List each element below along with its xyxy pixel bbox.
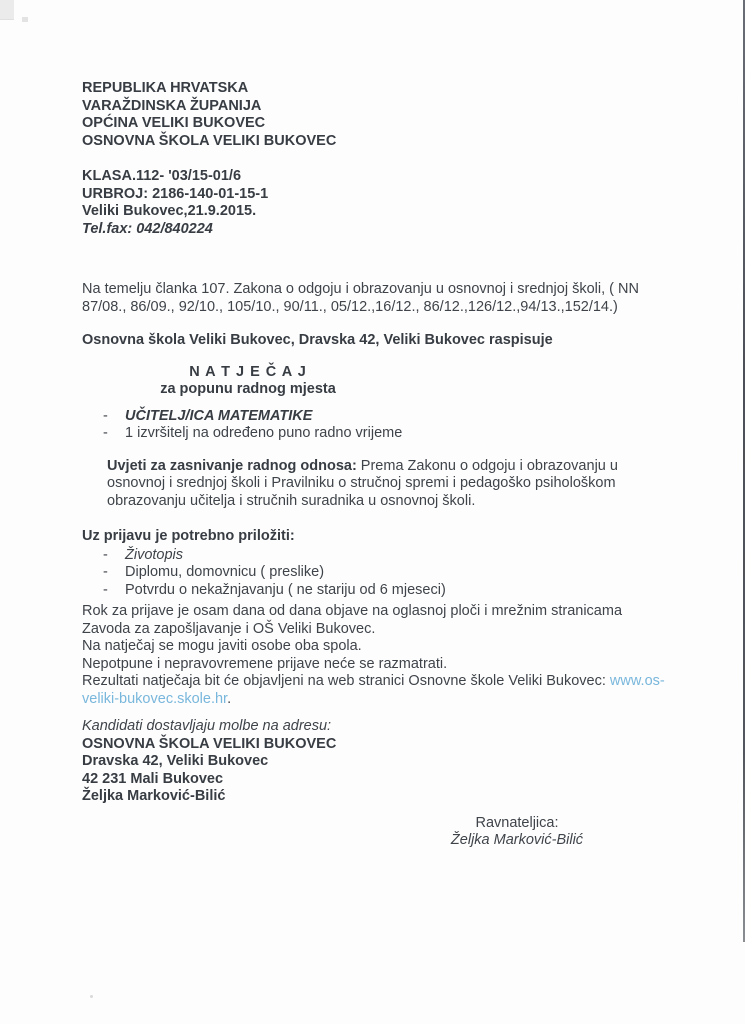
position-list xyxy=(82,408,687,443)
attachment-certificate: Potvrdu o nekažnjavanju ( ne stariju od 6 mjeseci) xyxy=(125,581,446,598)
results-text: Rezultati natječaja bit će objavljeni na web stranici Osnovne škole Veliki Bukovec: xyxy=(82,673,610,689)
list-item xyxy=(103,408,687,426)
attachments-section xyxy=(82,528,687,599)
attachment-diploma: Diplomu, domovnicu ( preslike) xyxy=(125,564,325,580)
deadline-line: Nepotpune i nepravovremene prijave neće se razmatrati. xyxy=(82,655,448,672)
list-item xyxy=(103,582,687,600)
document-title: N A T J E Č A J xyxy=(189,363,307,380)
document-subtitle: za popunu radnog mjesta xyxy=(160,381,336,397)
bullet-dash: - xyxy=(103,407,108,424)
urbroj-line: URBROJ: 2186-140-01-15-1 xyxy=(82,185,269,202)
attachments-list xyxy=(82,547,687,600)
deadline-line: Rok za prijave je osam dana od dana objave na oglasnoj ploči i mrežnim stranicama Zavoda za zapošljavanje i OŠ Veliki Bukovec. xyxy=(82,603,623,637)
title-block xyxy=(82,364,414,399)
bullet-dash: - xyxy=(103,546,108,563)
letterhead-line-republic: REPUBLIKA HRVATSKA xyxy=(82,80,249,96)
scan-artifact-dot xyxy=(90,995,93,998)
conditions-paragraph xyxy=(107,458,665,511)
attachment-cv: Životopis xyxy=(125,546,184,563)
scan-artifact-speck xyxy=(22,17,28,22)
legal-basis-paragraph: Na temelju članka 107. Zakona o odgoju i obrazovanju u osnovnoj i srednjoj školi, ( NN 87/08., 86/09., 92/10., 105/10., 90/11., 05/12.,16/12., 86/12.,126/12.,94/13.,152/14.) xyxy=(82,281,639,315)
bullet-dash: - xyxy=(103,425,108,441)
job-detail: 1 izvršitelj na određeno puno radno vrijeme xyxy=(125,425,403,441)
address-street: Dravska 42, Veliki Bukovec xyxy=(82,753,269,769)
list-item xyxy=(103,547,687,565)
bullet-dash: - xyxy=(103,564,108,580)
letterhead xyxy=(82,80,687,150)
letterhead-line-municipality: OPĆINA VELIKI BUKOVEC xyxy=(82,115,266,131)
job-title: UČITELJ/ICA MATEMATIKE xyxy=(125,407,313,424)
website-link: www.os-veliki-bukovec.skole.hr xyxy=(82,673,665,707)
list-item xyxy=(103,425,687,443)
results-period: . xyxy=(227,690,232,707)
signature-name: Željka Marković-Bilić xyxy=(450,832,584,848)
reference-block xyxy=(82,168,687,238)
deadline-line: Na natječaj se mogu javiti osobe oba spola. xyxy=(82,638,362,654)
address-person: Željka Marković-Bilić xyxy=(82,788,226,804)
signature-block xyxy=(432,815,602,850)
conditions-label: Uvjeti za zasnivanje radnog odnosa: xyxy=(107,457,357,474)
place-date-line: Veliki Bukovec,21.9.2015. xyxy=(82,203,257,219)
results-line xyxy=(82,673,670,708)
conditions-text: Prema Zakonu o odgoju i obrazovanju u osnovnoj i srednjoj školi i Pravilniku o stručnoj spremi i pedagoško psihološkom obrazovanju učitelja i stručnih suradnika u osnovnoj školi. xyxy=(107,457,618,509)
address-block xyxy=(82,718,687,806)
address-school: OSNOVNA ŠKOLA VELIKI BUKOVEC xyxy=(82,735,337,752)
address-city: 42 231 Mali Bukovec xyxy=(82,770,224,787)
letterhead-line-county: VARAŽDINSKA ŽUPANIJA xyxy=(82,97,262,114)
signature-role: Ravnateljica: xyxy=(475,814,559,831)
scan-artifact-corner xyxy=(0,0,14,20)
bullet-dash: - xyxy=(103,581,108,598)
klasa-line: KLASA.112- '03/15-01/6 xyxy=(82,168,242,184)
announcer-line: Osnovna škola Veliki Bukovec, Dravska 42, Veliki Bukovec raspisuje xyxy=(82,332,553,348)
address-intro: Kandidati dostavljaju molbe na adresu: xyxy=(82,718,332,734)
deadline-paragraph xyxy=(82,603,670,708)
attachments-label: Uz prijavu je potrebno priložiti: xyxy=(82,528,295,544)
list-item xyxy=(103,564,687,582)
telfax-line: Tel.fax: 042/840224 xyxy=(82,220,213,237)
letterhead-line-school: OSNOVNA ŠKOLA VELIKI BUKOVEC xyxy=(82,132,337,149)
